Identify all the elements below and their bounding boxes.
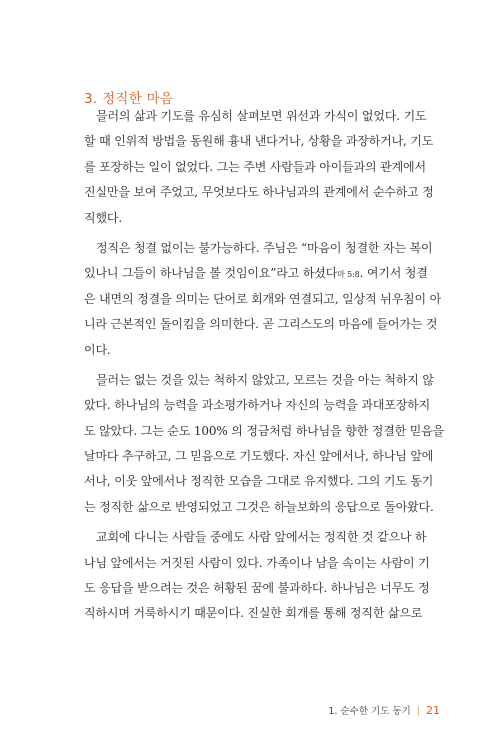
running-chapter-title: 1. 순수한 기도 동기 <box>328 706 411 717</box>
text-line: 이다. <box>84 342 111 357</box>
text-line: 직하시며 거룩하시기 때문이다. 진실한 회개를 통해 정직한 삶으로 <box>84 606 423 621</box>
text-line: 교회에 다니는 사람들 중에도 사람 앞에서는 정직한 것 같으나 하 <box>96 530 427 545</box>
paragraph-1 <box>84 104 444 231</box>
paragraph-4 <box>84 525 444 627</box>
text-line: 를 포장하는 일이 없었다. 그는 주변 사람들과 아이들과의 관계에서 <box>84 159 426 174</box>
text-line: 할 때 인위적 방법을 동원해 흉내 낸다거나, 상황을 과장하거나, 기도 <box>84 134 434 149</box>
page-footer <box>328 703 440 717</box>
text-line: 서나, 이웃 앞에서나 정직한 모습을 그대로 유지했다. 그의 기도 동기 <box>84 474 434 489</box>
text-line: 도 않았다. 그는 순도 100% 의 정금처럼 하나님을 향한 정결한 믿음을 <box>84 423 445 438</box>
text-line: 나님 앞에서는 거짓된 사람이 있다. 가족이나 남을 속이는 사람이 기 <box>84 555 430 570</box>
text-line: 았다. 하나님의 능력을 과소평가하거나 자신의 능력을 과대포장하지 <box>84 398 431 413</box>
text-line: 니라 근본적인 돌이킴을 의미한다. 곧 그리스도의 마음에 들어가는 것 <box>84 317 438 332</box>
text-line-tail: . 여기서 청결 <box>359 266 428 281</box>
text-line: 진실만을 보여 주었고, 무엇보다도 하나님과의 관계에서 순수하고 정 <box>84 185 434 200</box>
text-line: 정직은 청결 없이는 불가능하다. 주님은 “마음이 청결한 자는 복이 <box>96 240 433 255</box>
text-line: 직했다. <box>84 210 122 225</box>
text-line <box>84 261 444 286</box>
paragraph-2 <box>84 236 444 363</box>
text-line: 믈러의 삶과 기도를 유심히 살펴보면 위선과 가식이 없었다. 기도 <box>96 109 427 123</box>
paragraph-3 <box>84 368 444 520</box>
text-line: 은 내면의 정결을 의미는 단어로 회개와 연결되고, 일상적 뉘우침이 아 <box>84 291 442 306</box>
text-line: 믈러는 없는 것을 있는 척하지 않았고, 모르는 것을 아는 척하지 않 <box>96 372 434 387</box>
footer-divider: | <box>416 706 420 717</box>
text-line: 날마다 추구하고, 그 믿음으로 기도했다. 자신 앞에서나, 하나님 앞에 <box>84 449 434 464</box>
scripture-reference: 마 5:8 <box>337 270 360 280</box>
text-line-main: 있나니 그들이 하나님을 볼 것임이요”라고 하셨다 <box>84 266 338 281</box>
text-line: 도 응답을 받으려는 것은 허황된 꿈에 불과하다. 하나님은 너무도 정 <box>84 581 430 596</box>
body-text <box>84 104 444 632</box>
page-number: 21 <box>426 704 440 717</box>
text-line: 는 정직한 삶으로 반영되었고 그것은 하늘보화의 응답으로 돌아왔다. <box>84 499 434 514</box>
section-heading: 3. 정직한 마음 <box>84 91 174 108</box>
